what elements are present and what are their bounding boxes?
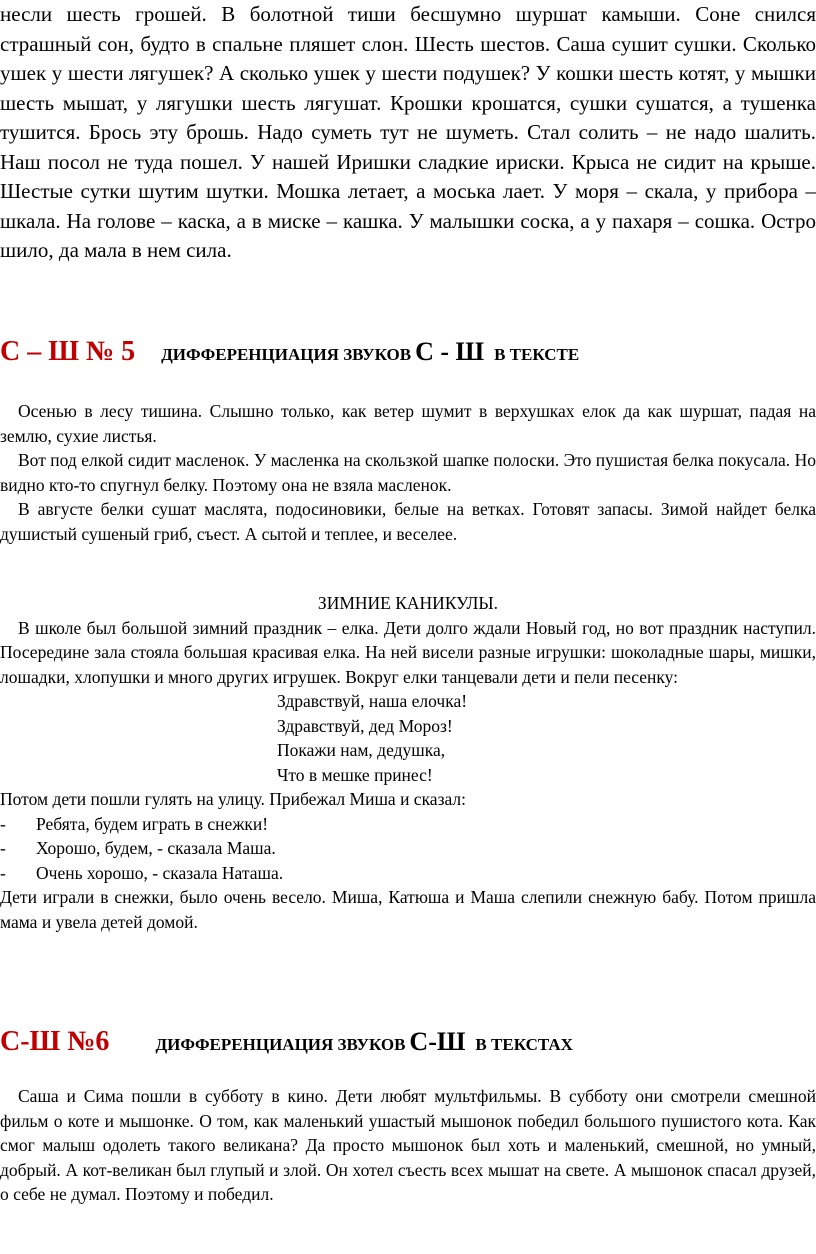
winter-story [0, 591, 816, 934]
after-poem: Потом дети пошли гулять на улицу. Прибежал Миша и сказал: [0, 789, 467, 809]
poem-line: Покажи нам, дедушка, [277, 740, 446, 760]
dialogue-line [0, 861, 816, 886]
section6-paragraph: Саша и Сима пошли в субботу в кино. Дети любят мультфильмы. В субботу они смотрели смешной фильм о коте и мышонке. О том, как маленький ушастый мышонок победил большого пушистого кота. Как смог малыш одолеть такого великана? Да просто мышонок был хоть и маленький, смешной, но умный, добрый. А кот-великан был глупый и злой. Он хотел съесть всех мышат на свете. А мышонок спасал друзей, о себе не думал. Поэтому и победил. [0, 1086, 816, 1204]
section5-sounds: С - Ш [415, 337, 485, 366]
dialogue-dash: - [0, 838, 6, 858]
dialogue-line [0, 836, 816, 861]
dialogue-text: Хорошо, будем, - сказала Маша. [36, 838, 276, 858]
section6-title-part1: ДИФФЕРЕНЦИАЦИЯ ЗВУКОВ [155, 1035, 406, 1054]
section6-heading [0, 1026, 573, 1058]
story-intro: В школе был большой зимний праздник – елка. Дети долго ждали Новый год, но вот праздник наступил. Посередине зала стояла большая красивая елка. На ней висели разные игрушки: шоколадные шары, мишки, лошадки, хлопушки и много других игрушек. Вокруг елки танцевали дети и пели песенку: [0, 617, 816, 687]
section6-sounds: С-Ш [409, 1027, 466, 1056]
dialogue-dash: - [0, 862, 6, 883]
story-title: ЗИМНИЕ КАНИКУЛЫ. [317, 593, 499, 613]
section5-autumn-text [0, 399, 816, 546]
section5-title-part1: ДИФФЕРЕНЦИАЦИЯ ЗВУКОВ [161, 345, 412, 364]
dialogue-dash: - [0, 813, 6, 834]
intro-paragraph: несли шесть грошей. В болотной тиши бесшумно шуршат камыши. Соне снился страшный сон, будто в спальне пляшет слон. Шесть шестов. Саша сушит сушки. Сколько ушек у шести лягушек? А сколько ушек у шести подушек? У кошки шесть котят, у мышки шесть мышат, у лягушки шесть лягушат. Крошки крошатся, сушки сушатся, а тушенка тушится. Брось эту брошь. Надо суметь тут не шуметь. Стал солить – не надо шалить. Наш посол не туда пошел. У нашей Иришки сладкие ириски. Крыса не сидит на крыше. Шестые сутки шутим шутки. Мошка летает, а моська лает. У моря – скала, у прибора – шкала. На голове – каска, а в миске – кашка. У малышки соска, а у пахаря – сошка. Остро шило, да мала в нем сила. [0, 2, 816, 262]
dialogue-text: Очень хорошо, - сказала Наташа. [36, 862, 284, 883]
story-ending: Дети играли в снежки, было очень весело. Миша, Катюша и Маша слепили снежную бабу. Потом пришла мама и увела детей домой. [0, 887, 816, 932]
poem-line: Что в мешке принес! [277, 764, 433, 785]
section5-paragraph: Осенью в лесу тишина. Слышно только, как ветер шумит в верхушках елок да как шуршат, падая на землю, сухие листья. [0, 401, 816, 446]
section6-text [0, 1084, 816, 1207]
section6-title-part2: В ТЕКСТАХ [475, 1035, 573, 1054]
poem [0, 689, 816, 787]
dialogue-line [0, 812, 816, 837]
section5-title-part2: В ТЕКСТЕ [494, 345, 580, 364]
section5-paragraph: В августе белки сушат маслята, подосиновики, белые на ветках. Готовят запасы. Зимой найдет белка душистый сушеный гриб, съест. А сытой и теплее, и веселее. [0, 499, 816, 544]
poem-line: Здравствуй, наша елочка! [277, 691, 468, 711]
dialogue-text: Ребята, будем играть в снежки! [36, 813, 269, 834]
section5-heading [0, 336, 579, 368]
section6-number: С-Ш №6 [0, 1026, 110, 1057]
section5-number: С – Ш № 5 [0, 336, 136, 367]
section5-paragraph: Вот под елкой сидит масленок. У масленка на скользкой шапке полоски. Это пушистая белка покусала. Но видно кто-то спугнул белку. Поэтому она не взяла масленок. [0, 450, 816, 495]
poem-line: Здравствуй, дед Мороз! [277, 715, 453, 736]
